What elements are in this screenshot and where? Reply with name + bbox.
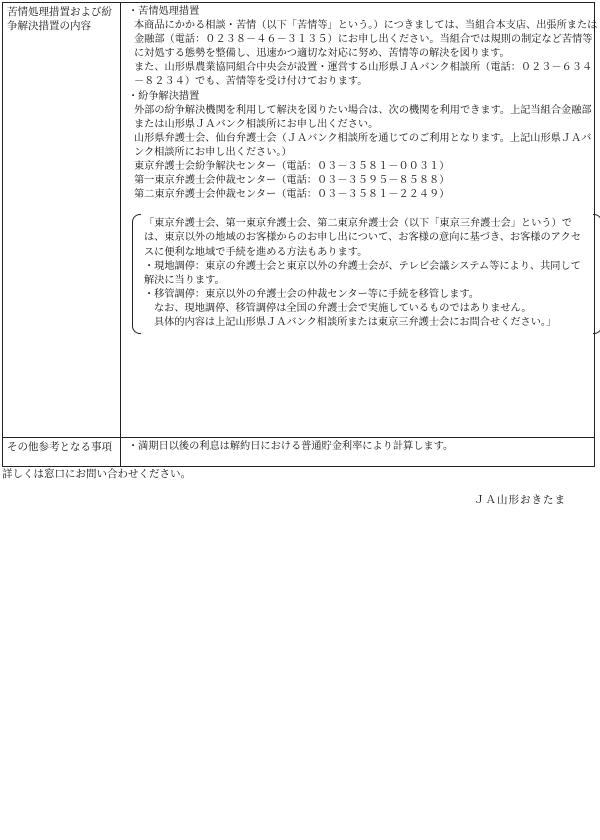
disclosure-table [2, 2, 598, 467]
section-heading: ・苦情処理措置 [128, 6, 200, 17]
table-row [3, 437, 594, 466]
bracket-note [132, 214, 600, 334]
paragraph: 第二東京弁護士会仲裁センター（電話：０３－３５８１－２２４９） [134, 189, 450, 201]
paragraph: 東京弁護士会紛争解決センター（電話：０３－３５８１－００３１） [134, 161, 450, 173]
note-intro: 「東京弁護士会、第一東京弁護士会、第二東京弁護士会（以下「東京三弁護士会」という）では、東京以外の地域のお客様からのお申し出について、お客様の意向に基づき、お客様のアクセスに便利な地域で手続を進める方法もあります。 [144, 218, 581, 258]
paragraph: 本商品にかかる相談・苦情（以下「苦情等」という。）につきましては、当組合本支店、出張所または金融部（電話：０２３８－４６－３１３５）にお申し出ください。当組合では規則の制定など苦情等に対処する態勢を整備し、迅速かつ適切な対応に努め、苦情等の解決を図ります。 [134, 20, 598, 60]
note-closing: なお、現地調停、移管調停は全国の弁護士会で実施しているものではありません。 [154, 302, 532, 314]
paragraph: 山形県弁護士会、仙台弁護士会（ＪＡバンク相談所を通じてのご利用となります。上記山形県ＪＡバンク相談所にお申し出ください。） [134, 132, 592, 158]
paragraph: また、山形県農業協同組合中央会が設置・運営する山形県ＪＡバンク相談所（電話：０２３－６３４－８２３４）でも、苦情等を受け付けております。 [134, 62, 593, 88]
note-item: ・現地調停：東京の弁護士会と東京以外の弁護士会が、テレビ会議システム等により、共同して解決に当ります。 [144, 260, 581, 286]
row-content: ・満期日以後の利息は解約日における普通貯金利率により計算します。 [128, 441, 454, 452]
row-content [121, 3, 600, 437]
footnote: 詳しくは窓口にお問い合わせください。 [2, 468, 191, 480]
signature: ＪＡ山形おきたま [474, 494, 566, 506]
note-item: ・移管調停：東京以外の弁護士会の仲裁センター等に手続を移管します。 [144, 288, 479, 300]
note-closing: 具体的内容は上記山形県ＪＡバンク相談所または東京三弁護士会にお問合せください。」 [154, 316, 557, 328]
row-label: その他参考となる事項 [3, 438, 121, 466]
paragraph: 第一東京弁護士会仲裁センター（電話：０３－３５９５－８５８８） [134, 175, 450, 187]
section-heading: ・紛争解決措置 [128, 90, 200, 102]
row-label: 苦情処理措置および紛争解決措置の内容 [3, 3, 121, 437]
table-row [3, 3, 598, 437]
paragraph: 外部の紛争解決機関を利用して解決を図りたい場合は、次の機関を利用できます。上記当組合金融部または山形県ＪＡバンク相談所にお申し出ください。 [134, 104, 592, 130]
